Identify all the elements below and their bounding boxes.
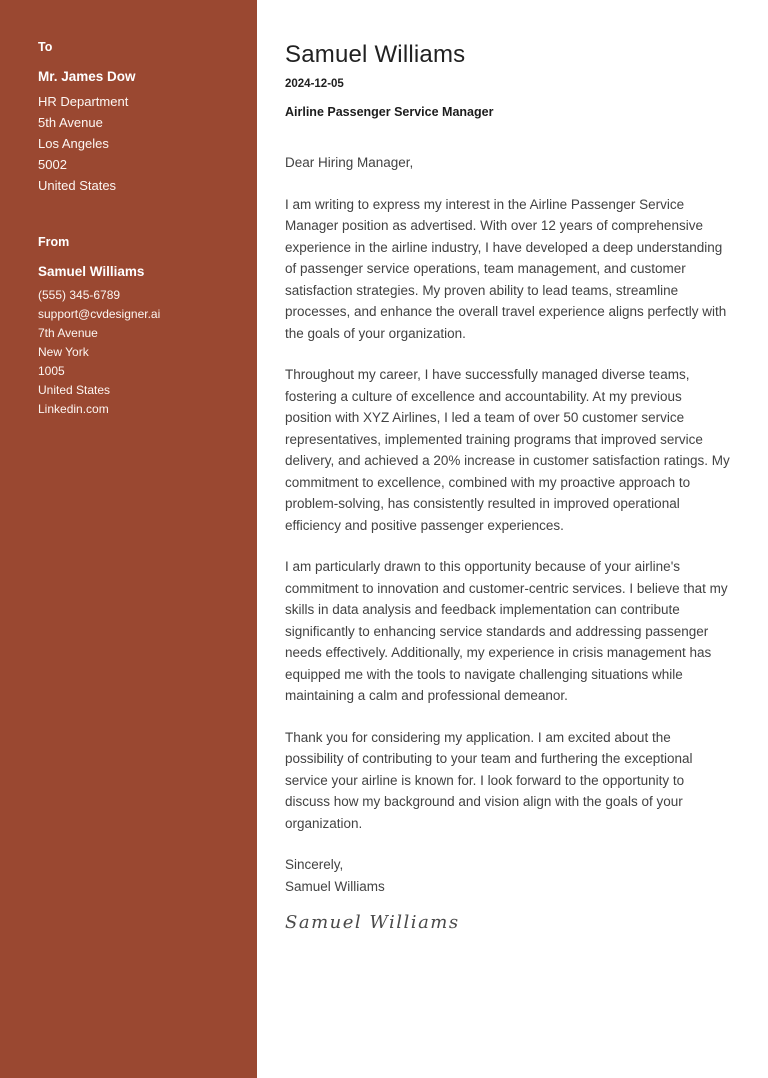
closing-block <box>285 854 730 897</box>
sender-linkedin: Linkedin.com <box>38 402 109 416</box>
paragraph-thanks: Thank you for considering my application. I am excited about the possibility of contributing to your team and furthering the exceptional service your airline is known for. I look forward to the opportunity to discuss how my background and vision align with the goals of your organization. <box>285 729 693 831</box>
sender-postal-code: 1005 <box>38 364 65 378</box>
letter-body <box>257 0 768 1078</box>
recipient-street: 5th Avenue <box>38 115 103 130</box>
recipient-section <box>38 40 233 196</box>
applicant-name-heading: Samuel Williams <box>285 41 466 68</box>
job-title: Airline Passenger Service Manager <box>285 105 494 119</box>
sender-street: 7th Avenue <box>38 326 98 340</box>
closing-word: Sincerely, <box>285 857 344 872</box>
signer-name: Samuel Williams <box>285 878 385 894</box>
paragraph-experience: Throughout my career, I have successfully managed diverse teams, fostering a culture of excellence and accountability. At my previous position with XYZ Airlines, I led a team of over 50 customer service representatives, implemented training programs that improved service delivery, and achieved a 20% increase in customer satisfaction ratings. My commitment to excellence, combined with my proactive approach to problem-solving, has consistently resulted in improved operational efficiency and positive passenger experiences. <box>285 367 730 533</box>
sender-section <box>38 235 233 419</box>
handwritten-signature: Samuel Williams <box>285 912 460 933</box>
recipient-city: Los Angeles <box>38 136 109 151</box>
recipient-postal-code: 5002 <box>38 157 67 172</box>
sender-city: New York <box>38 345 89 359</box>
recipient-department: HR Department <box>38 94 129 109</box>
paragraph-intro: I am writing to express my interest in the Airline Passenger Service Manager position as advertised. With over 12 years of comprehensive experience in the airline industry, I have developed a deep understanding of passenger service operations, team management, and customer satisfaction strategies. My proven ability to lead teams, streamline processes, and enhance the overall travel experience aligns perfectly with the goals of your organization. <box>285 196 727 341</box>
contact-sidebar <box>0 0 257 1078</box>
to-label: To <box>38 40 53 54</box>
recipient-name: Mr. James Dow <box>38 69 136 84</box>
salutation: Dear Hiring Manager, <box>285 155 414 170</box>
sender-country: United States <box>38 383 111 397</box>
recipient-details <box>38 91 233 196</box>
sender-email: support@cvdesigner.ai <box>38 307 161 321</box>
sender-name: Samuel Williams <box>38 264 145 279</box>
letter-date: 2024-12-05 <box>285 78 344 90</box>
recipient-country: United States <box>38 178 117 193</box>
sender-details <box>38 286 233 419</box>
sender-phone: (555) 345-6789 <box>38 288 121 302</box>
paragraph-motivation: I am particularly drawn to this opportunity because of your airline's commitment to innovation and customer-centric services. I believe that my skills in data analysis and feedback implementation can contribute significantly to enhancing service standards and addressing passenger needs effectively. Additionally, my experience in crisis management has equipped me with the tools to navigate challenging situations while maintaining a calm and professional demeanor. <box>285 559 728 703</box>
from-label: From <box>38 235 70 249</box>
